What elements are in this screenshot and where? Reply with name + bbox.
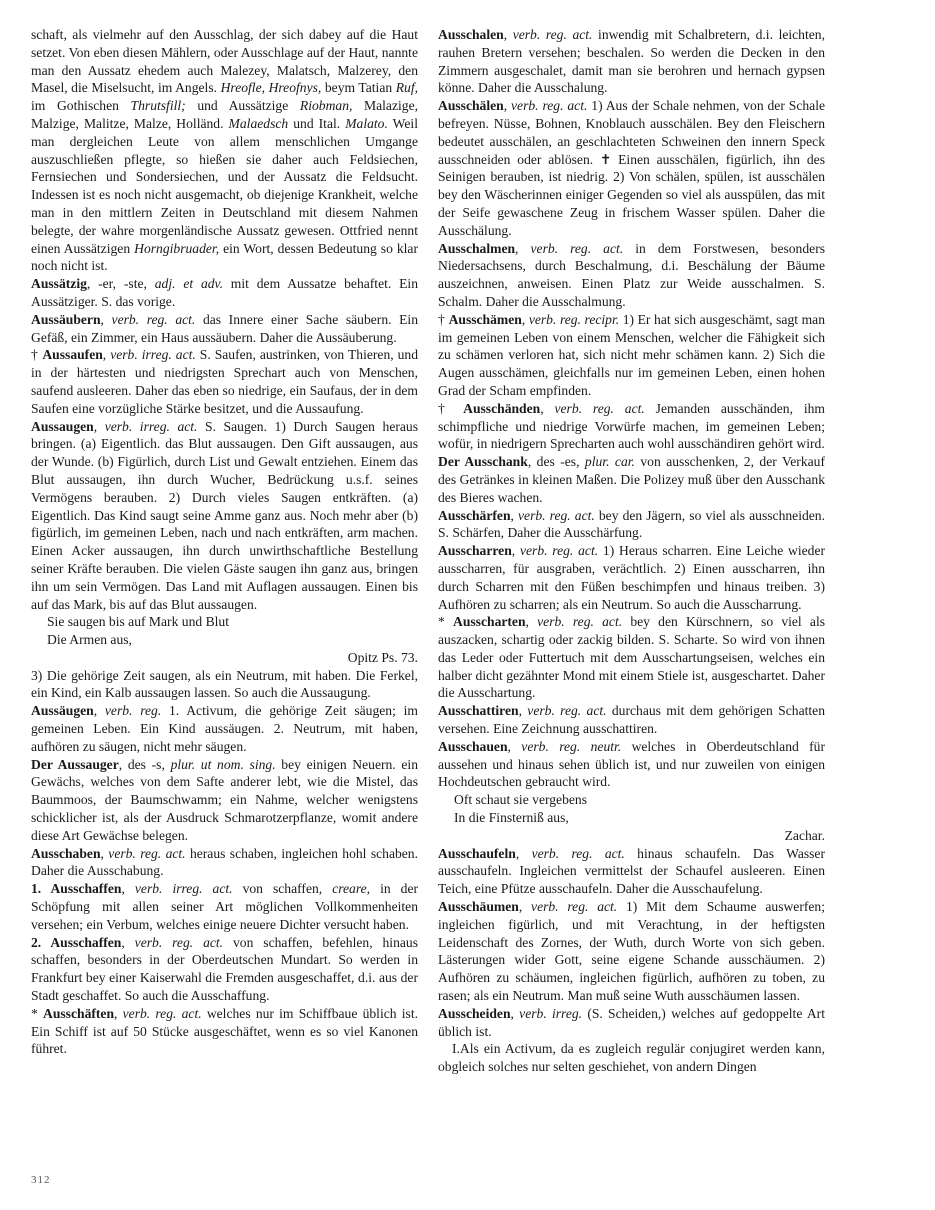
definition-text: welches nur im Schiffbaue üblich ist. Ein Schiff ist auf 50 Stücke ausgeschäftet, wenn es so viel Kanonen führet.	[31, 1005, 418, 1057]
definition-text: mit dem Aussatze behaftet. Ein Aussätziger. S. das vorige.	[31, 276, 418, 309]
right-verse-line: Oft schaut sie vergebens	[454, 792, 588, 808]
headword: Aussaugen	[31, 418, 94, 434]
left-citation: Opitz Ps. 73.	[347, 649, 418, 665]
headword: Ausschänden	[463, 400, 541, 416]
headword: Ausschaufeln	[438, 845, 516, 861]
left-entry	[31, 1005, 418, 1058]
page-number: 312	[31, 1174, 51, 1186]
grammar-note: verb. irreg.	[519, 1005, 583, 1021]
definition-text: von schaffen,	[232, 881, 333, 897]
right-entry	[438, 26, 825, 97]
right-entry	[438, 845, 825, 898]
definition-text: *	[438, 614, 454, 630]
grammar-note: verb. reg. act.	[518, 507, 595, 523]
definition-text: ,	[510, 507, 519, 523]
headword: 1. Ausschaffen	[31, 881, 122, 897]
definition-text: heraus schaben, ingleichen hohl schaben. Daher die Ausschabung.	[31, 845, 418, 879]
grammar-note: verb. reg. act.	[111, 311, 196, 327]
grammar-note: Hreofle, Hreofnys,	[220, 80, 322, 96]
headword: Ausschaben	[31, 845, 101, 861]
definition-text: und Ital.	[288, 115, 346, 131]
right-entry	[438, 240, 825, 311]
definition-text: in der Schöpfung mit allen seiner Art möglichen Vollkommenheiten versehen; ein Verbum, welches einige neuere Dichter versucht haben.	[31, 881, 419, 932]
grammar-note: adj. et adv.	[154, 276, 223, 292]
definition-text: 1) Er hat sich ausgeschämt, sagt man im gemeinen Leben von einem Menschen, welcher die Fähigkeit sich zu schämen verloren hat, sich nicht mehr schämen kann. 2) Sich die Augen ausschämen, gleichfalls nur im gemeinen Leben, einen hohen Grad der Scham empfinden.	[438, 311, 825, 398]
definition-text: S. Saufen, austrinken, von Thieren, und in der härtesten und niedrigsten Sprechart auch von Menschen, saufend ausleeren. Daher das eben so niedrige, ein Saufaus, der in dem Saufen eine vorzügliche Stärke besitzet, und die Aussaufung.	[31, 347, 419, 416]
headword: Ausschattiren	[438, 703, 519, 719]
left-entry	[31, 702, 418, 755]
right-entry	[438, 311, 825, 400]
definition-text: im Gothischen	[31, 98, 131, 114]
left-entry	[31, 880, 418, 933]
headword: Ausscharren	[438, 543, 512, 559]
definition-text: ,	[100, 311, 112, 327]
headword: Ausschärfen	[438, 507, 511, 523]
left-entry	[31, 346, 418, 417]
grammar-note: verb. reg. act.	[512, 27, 593, 42]
headword: Aussaufen	[42, 347, 103, 363]
definition-text: 1) Aus der Schale nehmen, von der Schale befreyen. Nüsse, Bohnen, Knoblauch ausschälen. Bey den Fleischern bedeutet ausschälen, an geschlachteten Schweinen den innern Speck ausschneiden oder ablösen. ✝ Einen ausschälen, figürlich, ihn des Seinigen berauben, ist niedrig. 2) Von schälen, spülen, ist ausschälen bey den Wäscherinnen einiger Gegenden so viel als ausspülen, das mit der Seife gewaschene Zeug in frischem Wasser spülen. Daher die Ausschälung.	[438, 98, 825, 238]
left-entry	[31, 418, 418, 614]
definition-text: Weil man dergleichen Leute von allem menschlichen Umgange auszuschließen pflegte, so hießen sie daher auch Feldsiechen, Fernsiechen und Sondersiechen, und der Aussatz die Feldsucht. Indessen ist es noch nicht ausgemacht, ob diejenige Krankheit, welche man in den mittlern Zeiten in Deutschland mit diesem Nahmen belegte, der wahre morgenländische Aussatz gewesen. Ottfried nennt einen Aussätzigen	[31, 115, 418, 256]
left-entry	[31, 934, 418, 1005]
left-entry	[31, 756, 418, 845]
headword: Aussäubern	[31, 311, 101, 327]
grammar-note: verb. reg. act.	[519, 543, 599, 559]
definition-text: 3) Die gehörige Zeit saugen, als ein Neutrum, mit haben. Die Ferkel, ein Kind, ein Kalb aussaugen lassen. So auch die Aussaugung.	[31, 667, 418, 701]
right-citation: Zachar.	[784, 827, 825, 843]
grammar-note: plur. car.	[584, 454, 635, 470]
grammar-note: verb. irreg. act.	[110, 347, 196, 363]
grammar-note: Malato.	[345, 115, 388, 131]
grammar-note: verb. reg. act.	[527, 703, 607, 719]
definition-text: ,	[511, 543, 520, 559]
grammar-note: verb. reg. act.	[537, 614, 623, 630]
definition-text: schaft, als vielmehr auf den Ausschlag, der sich dabey auf die Haut setzet. Von eben diesen Mählern, oder Ausschlage auf der Haut, nannte man den Aussatz ehedem auch Malezey, Malatsch, Malzerey, den Masel, die Miselsucht, im Angels.	[31, 27, 418, 96]
definition-text: *	[31, 1005, 44, 1021]
definition-text: †	[438, 400, 464, 416]
grammar-note: plur. ut nom. sing.	[170, 756, 276, 772]
grammar-note: verb. reg. act.	[530, 240, 624, 256]
definition-text: ,	[93, 703, 105, 719]
grammar-note: Ruf,	[395, 80, 418, 96]
headword: Aussäugen	[31, 703, 94, 719]
left-entry	[31, 26, 418, 275]
grammar-note: Malaedsch	[228, 115, 289, 131]
right-entry	[438, 898, 825, 1005]
right-entry	[438, 97, 825, 239]
headword: Ausschäften	[43, 1005, 115, 1021]
definition-text: ,	[121, 934, 135, 950]
definition-text: ,	[100, 845, 109, 861]
grammar-note: verb. reg. act.	[122, 1005, 202, 1021]
headword: Ausscheiden	[438, 1005, 511, 1021]
definition-text: ,	[521, 311, 529, 327]
definition-text: ein Wort, dessen Bedeutung so klar noch nicht ist.	[31, 240, 418, 274]
definition-text: ,	[518, 703, 528, 719]
definition-text: ,	[518, 899, 532, 915]
grammar-note: verb. irreg. act.	[104, 418, 198, 434]
right-entry	[438, 738, 825, 791]
right-entry	[438, 702, 825, 738]
grammar-note: Thrutsfill;	[130, 98, 186, 114]
definition-text: , des -es,	[527, 454, 585, 470]
definition-text: inwendig mit Schalbretern, d.i. leichten, rauhen Bretern versehen; beschalen. So werden die Decken in den Zimmern ausgeschalet, damit man sie berohren und hernach gypsen könne. Daher die Ausschalung.	[438, 27, 825, 96]
right-entry	[438, 453, 825, 506]
right-continuation: I.Als ein Activum, da es zugleich regulär conjugiret werden kann, obgleich solches nur selten geschiehet, von andern Dingen	[438, 1041, 825, 1075]
headword: 2. Ausschaffen	[31, 934, 122, 950]
definition-text: von ausschenken, 2, der Verkauf des Getränkes in kleinen Maßen. Die Polizey muß über den Ausschank des Bieres wachen.	[438, 454, 825, 505]
definition-text: ,	[507, 738, 522, 754]
definition-text: bey einigen Neuern. ein Gewächs, welches von dem Safte anderer lebt, wie die Mistel, das Baummoos, der Baumschwamm; ein Nahme, welcher wenigstens schicklicher ist, als der Ausdruck Schmarotzerpflanze, womit andere diese Art Gewächse belegen.	[31, 756, 418, 843]
definition-text: ,	[503, 98, 512, 114]
right-verse-line: In die Finsterniß aus,	[454, 810, 569, 826]
right-column	[438, 26, 825, 1076]
right-entry	[438, 1005, 825, 1041]
headword: Ausscharten	[453, 614, 526, 630]
definition-text: ,	[525, 614, 538, 630]
definition-text: in dem Forstwesen, besonders Niedersachsens, durch Beschalmung, d.i. Beschälung der Bäume auszeichnen, anweisen. Einen Platz zur Weide ausschalmen. S. Schalm. Daher die Ausschalmung.	[438, 240, 826, 309]
headword: Ausschälen	[438, 98, 504, 114]
grammar-note: verb. reg. act.	[531, 845, 625, 861]
definition-text: †	[31, 347, 43, 363]
definition-text: ,	[540, 400, 555, 416]
definition-text: bey den Kürschnern, so viel als auszacken, schartig oder zackig bilden. S. Scharte. So wird von ihnen das Leder oder Futtertuch mit dem Ausschartungseisen, welches ein halber dicht gezähnter Mond mit einem Stiele ist, ausgeschartet. Daher die Ausschartung.	[438, 614, 826, 701]
headword: Der Aussauger	[31, 756, 119, 772]
right-entry	[438, 613, 825, 702]
definition-text: ,	[510, 1005, 520, 1021]
left-column	[31, 26, 418, 1058]
grammar-note: Horngibruader,	[134, 240, 220, 256]
definition-text: ,	[515, 240, 531, 256]
right-entry	[438, 507, 825, 543]
definition-text: das Innere einer Sache säubern. Ein Gefäß, ein Zimmer, ein Haus aussäubern. Daher die Aussäuberung.	[31, 311, 419, 345]
grammar-note: verb. reg. act.	[134, 934, 224, 950]
grammar-note: verb. irreg. act.	[134, 881, 233, 897]
right-entry	[438, 542, 825, 613]
grammar-note: verb. reg. act.	[531, 899, 618, 915]
definition-text: ,	[121, 881, 135, 897]
left-entry	[31, 311, 418, 347]
grammar-note: verb. reg. neutr.	[521, 738, 622, 754]
headword: Ausschäumen	[438, 899, 519, 915]
left-verse-line: Sie saugen bis auf Mark und Blut	[47, 614, 229, 630]
definition-text: und Aussätzige	[185, 98, 300, 114]
definition-text: bey den Jägern, so viel als ausschneiden. S. Schärfen, Daher die Ausschärfung.	[438, 507, 826, 541]
definition-text: 1. Activum, die gehörige Zeit säugen; im gemeinen Leben. Ein Kind aussäugen. 2. Neutrum, mit haben, aufhören zu säugen, nicht mehr säugen.	[31, 703, 418, 754]
headword: Ausschämen	[448, 311, 522, 327]
headword: Ausschalmen	[438, 240, 516, 256]
definition-text: hinaus schaufeln. Das Wasser ausschaufeln. Ingleichen vermittelst der Schaufel ausleeren. Einen Teich, eine Pfütze ausschaufeln. Daher die Ausschaufelung.	[438, 845, 825, 897]
definition-text: , -er, -ste,	[86, 276, 155, 292]
definition-text: Malazige, Malzige, Malitze, Malze, Holländ.	[31, 98, 418, 131]
headword: Ausschauen	[438, 738, 508, 754]
definition-text: 1) Heraus scharren. Eine Leiche wieder ausscharren, für ausgraben, verächtlich. 2) Einen ausscharren, ihn durch Scharren mit den Füßen beschimpfen und hinaus treiben. 3) Aufhören zu scharren; als ein Neutrum. So auch die Ausscharrung.	[438, 543, 826, 612]
left-verse-line: Die Armen aus,	[47, 632, 132, 648]
definition-text: von schaffen, befehlen, hinaus schaffen, besonders in der Oberdeutschen Mundart. So werden in Frankfurt bey einer Kaiserwahl die Fremden ausgeschaffet, d.i. aus der Stadt geschaffet. So auch die Ausschaffung.	[31, 934, 418, 1004]
left-entry	[31, 845, 418, 881]
definition-text: Jemanden ausschänden, ihm schimpfliche und niedrige Vorwürfe machen, im gemeinen Leben; wofür, in niedrigern Sprecharten auch wohl ausschändiren gehört wird.	[438, 400, 826, 452]
left-entry	[31, 275, 418, 311]
right-entry	[438, 400, 825, 453]
definition-text: durchaus mit dem gehörigen Schatten versehen. Eine Zeichnung ausschattiren.	[438, 703, 825, 737]
grammar-note: verb. reg. act.	[511, 98, 588, 114]
definition-text: †	[438, 311, 449, 327]
definition-text: S. Saugen. 1) Durch Saugen heraus bringen. (a) Eigentlich. das Blut aussaugen. Den Gift aussaugen, aus der Wunde. (b) Figürlich, durch List und Gewalt entziehen. Einem das Blut aussaugen, ihn durch Wucher, Bedrückung u.s.f. seines Vermögens berauben. 2) Durch vieles Saugen entkräften. (a) Eigentlich. Das Kind saugt seine Amme ganz aus. Noch mehr aber (b) figürlich, im gemeinen Leben, nach und nach entkräften, arm machen. Einen Acker aussaugen, ihn durch unwirthschaftliche Bestellung seiner Kräfte berauben. Die vielen Gäste saugen ihn ganz aus, bringen ihn um sein Vermögen. Das Land mit Auflagen aussaugen. Einen bis auf das Mark, bis auf das Blut aussaugen.	[31, 418, 419, 612]
grammar-note: Riobman,	[299, 98, 353, 114]
grammar-note: verb. reg. act.	[554, 400, 645, 416]
headword: Aussätzig	[31, 276, 87, 292]
definition-text: ,	[93, 418, 105, 434]
headword: Der Ausschank	[438, 454, 528, 470]
grammar-note: creare,	[332, 881, 371, 897]
definition-text: 1) Mit dem Schaume auswerfen; ingleichen figürlich, und mit Verachtung, in der heftigsten Leidenschaft des Zornes, der Wuth, durch Worte von sich geben. Lästerungen wider Gott, seine eigene Schande ausschäumen. 2) Aufhören zu schäumen, ingleichen figürlich, aufhören zu toben, zu rasen; als ein Neutrum. Man muß seine Wuth ausschäumen lassen.	[438, 899, 826, 1004]
definition-text: ,	[515, 845, 532, 861]
grammar-note: verb. reg. act.	[108, 845, 186, 861]
left-entry	[31, 667, 418, 703]
definition-text: ,	[503, 27, 513, 42]
headword: Ausschalen	[438, 27, 504, 42]
definition-text: (S. Scheiden,) welches auf gedoppelte Art üblich ist.	[438, 1005, 825, 1039]
definition-text: beym Tatian	[321, 80, 396, 96]
definition-text: welches in Oberdeutschland für aussehen und hinaus sehen üblich ist, und nur zuweilen von einigen Hochdeutschen gebraucht wird.	[438, 738, 826, 790]
definition-text: ,	[114, 1005, 123, 1021]
grammar-note: verb. reg. recipr.	[528, 311, 620, 327]
definition-text: ,	[102, 347, 111, 363]
definition-text: , des -s,	[118, 756, 171, 772]
grammar-note: verb. reg.	[104, 703, 162, 719]
